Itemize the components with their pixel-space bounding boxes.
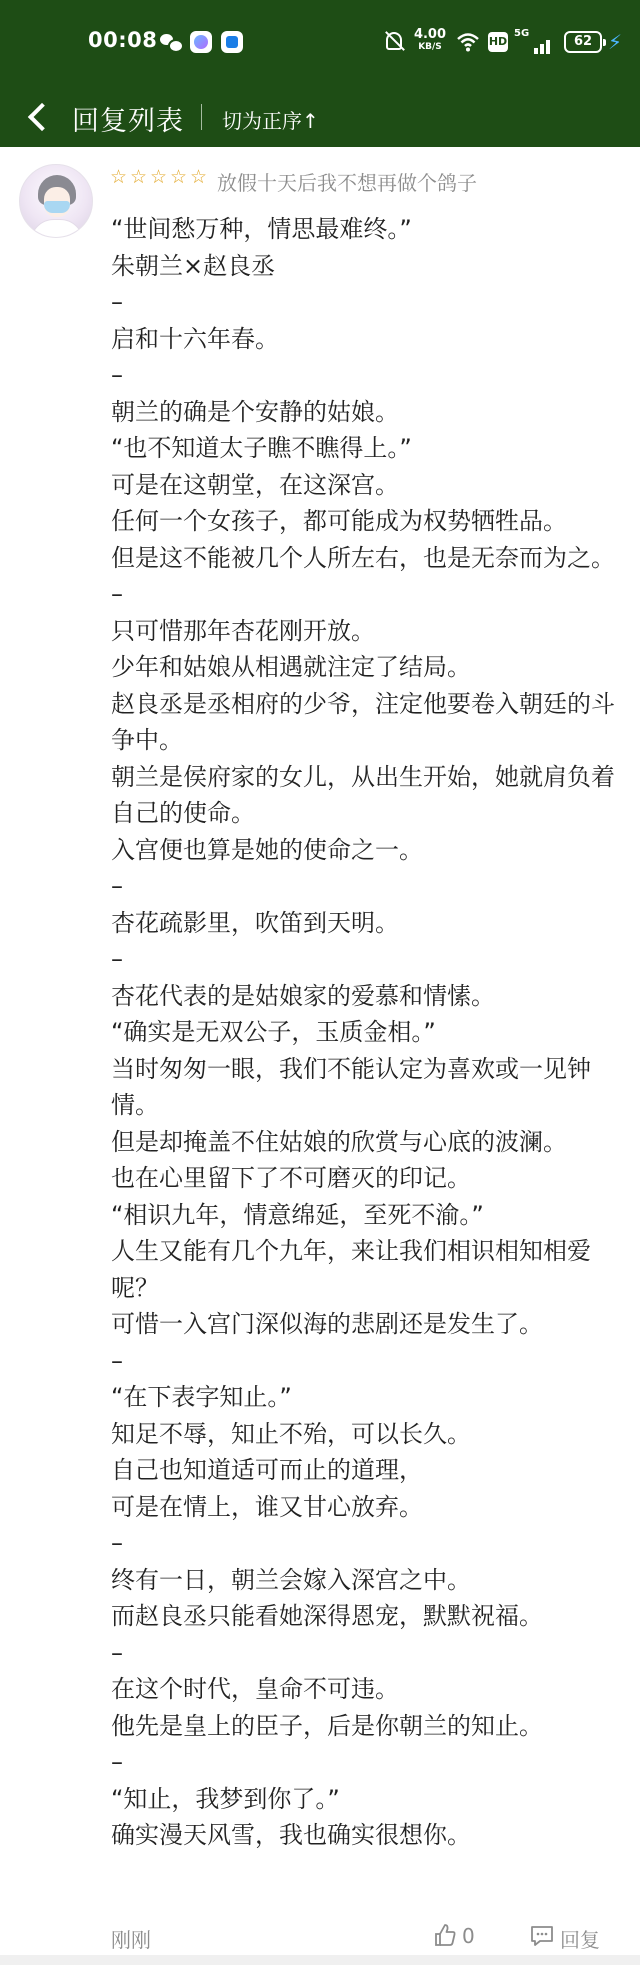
battery-icon: 62 <box>564 31 602 53</box>
star-outline-icon: ☆ <box>130 166 148 188</box>
app-icon <box>190 31 212 53</box>
comment-line: “世间愁万种，情思最难终。” <box>111 215 412 243</box>
comment-line: – <box>111 361 123 389</box>
reply-label: 回复 <box>560 1928 600 1952</box>
comment-line: 入宫便也算是她的使命之一。 <box>111 835 423 864</box>
comment-line: 赵良丞是丞相府的少爷，注定他要卷入朝廷的斗争中。 <box>111 689 615 754</box>
comment-line: 他先是皇上的臣子，后是你朝兰的知止。 <box>111 1711 543 1740</box>
status-time: 00:08 <box>88 28 158 52</box>
app-icon <box>221 31 243 53</box>
charging-icon: ⚡ <box>608 30 623 54</box>
avatar[interactable] <box>19 164 93 238</box>
comment-line: 启和十六年春。 <box>111 324 279 353</box>
comment-line: 但是这不能被几个人所左右，也是无奈而为之。 <box>111 543 615 572</box>
signal-bar <box>546 40 550 54</box>
signal-icon <box>514 24 554 56</box>
comment-line: “在下表字知止。” <box>111 1383 292 1411</box>
comment-line: 而赵良丞只能看她深得恩宠，默默祝福。 <box>111 1602 543 1630</box>
star-outline-icon: ☆ <box>170 166 188 188</box>
comment-line: 在这个时代，皇命不可违。 <box>111 1675 399 1703</box>
net-speed <box>412 28 448 53</box>
comment-line: – <box>111 288 123 316</box>
comment-line: 确实漫天风雪，我也确实很想你。 <box>111 1821 471 1849</box>
comment-line: – <box>111 945 123 973</box>
next-item-edge <box>0 1955 640 1965</box>
star-outline-icon: ☆ <box>190 166 208 188</box>
comment-line: – <box>111 1346 123 1375</box>
signal-bar <box>540 44 544 54</box>
wifi-icon <box>456 30 480 54</box>
comment-body <box>111 211 631 1854</box>
star-outline-icon: ☆ <box>150 166 168 188</box>
thumbs-up-icon <box>434 1923 456 1947</box>
comment-line: 自己也知道适可而止的道理， <box>111 1456 423 1484</box>
comment-line: 人生又能有几个九年，来让我们相识相知相爱呢？ <box>111 1237 591 1302</box>
status-bar <box>0 0 640 86</box>
sort-toggle-button[interactable]: 切为正序↑ <box>222 109 319 133</box>
hd-badge: HD <box>488 32 508 52</box>
avatar-mask <box>44 201 70 213</box>
comment-line: 但是却掩盖不住姑娘的欣赏与心底的波澜。 <box>111 1127 567 1156</box>
comment-line: “知止，我梦到你了。” <box>111 1784 340 1813</box>
comment-line: 也在心里留下了不可磨灭的印记。 <box>111 1164 471 1192</box>
comment-line: 可是在这朝堂，在这深宫。 <box>111 470 399 499</box>
signal-label: 5G <box>514 28 530 39</box>
comment-line: 朝兰是侯府家的女儿，从出生开始，她就肩负着自己的使命。 <box>111 762 615 827</box>
comment-line: – <box>111 580 123 608</box>
comment-line: 少年和姑娘从相遇就注定了结局。 <box>111 653 471 681</box>
avatar-body <box>30 219 84 238</box>
comment-line: 任何一个女孩子，都可能成为权势牺牲品。 <box>111 507 567 535</box>
net-speed-unit: KB/S <box>418 42 442 52</box>
comment-line: 朱朝兰×赵良丞 <box>111 251 276 280</box>
comment-line: “也不知道太子瞧不瞧得上。” <box>111 434 412 462</box>
signal-bar <box>534 48 538 54</box>
comment-time: 刚刚 <box>111 1928 151 1952</box>
comment-line: – <box>111 1529 123 1557</box>
wechat-icon <box>159 31 181 53</box>
like-count: 0 <box>462 1924 475 1948</box>
comment-line: “相识九年，情意绵延，至死不渝。” <box>111 1200 484 1229</box>
comment-line: 终有一日，朝兰会嫁入深宫之中。 <box>111 1565 471 1594</box>
top-bar <box>0 0 640 147</box>
bell-muted-icon <box>386 32 402 50</box>
comment-line: 杏花代表的是姑娘家的爱慕和情愫。 <box>111 981 495 1010</box>
comment-line: 只可惜那年杏花刚开放。 <box>111 616 375 645</box>
comment-line: 杏花疏影里，吹笛到天明。 <box>111 908 399 937</box>
comment-line: – <box>111 1748 123 1776</box>
username[interactable]: 放假十天后我不想再做个鸽子 <box>217 171 477 195</box>
comment-line: 可惜一入宫门深似海的悲剧还是发生了。 <box>111 1310 543 1338</box>
net-speed-value: 4.00 <box>413 27 447 42</box>
page-title: 回复列表 <box>72 106 184 137</box>
comment-line: – <box>111 872 123 900</box>
star-outline-icon: ☆ <box>110 166 128 188</box>
back-arrow-icon[interactable] <box>22 98 52 134</box>
comment-line: “确实是无双公子，玉质金相。” <box>111 1018 436 1046</box>
comment-line: 朝兰的确是个安静的姑娘。 <box>111 397 399 426</box>
comment-bubble-icon <box>530 1925 554 1947</box>
comment-item <box>0 147 640 1965</box>
status-indicators <box>380 0 640 86</box>
comment-line: – <box>111 1638 123 1667</box>
nav-bar <box>0 86 640 147</box>
comment-line: 当时匆匆一眼，我们不能认定为喜欢或一见钟情。 <box>111 1054 591 1119</box>
reply-button[interactable] <box>530 1922 610 1950</box>
rating-stars <box>110 168 208 186</box>
comment-line: 知足不辱，知止不殆，可以长久。 <box>111 1419 471 1448</box>
nav-divider <box>201 104 202 130</box>
comment-line: 可是在情上，谁又甘心放弃。 <box>111 1492 423 1521</box>
